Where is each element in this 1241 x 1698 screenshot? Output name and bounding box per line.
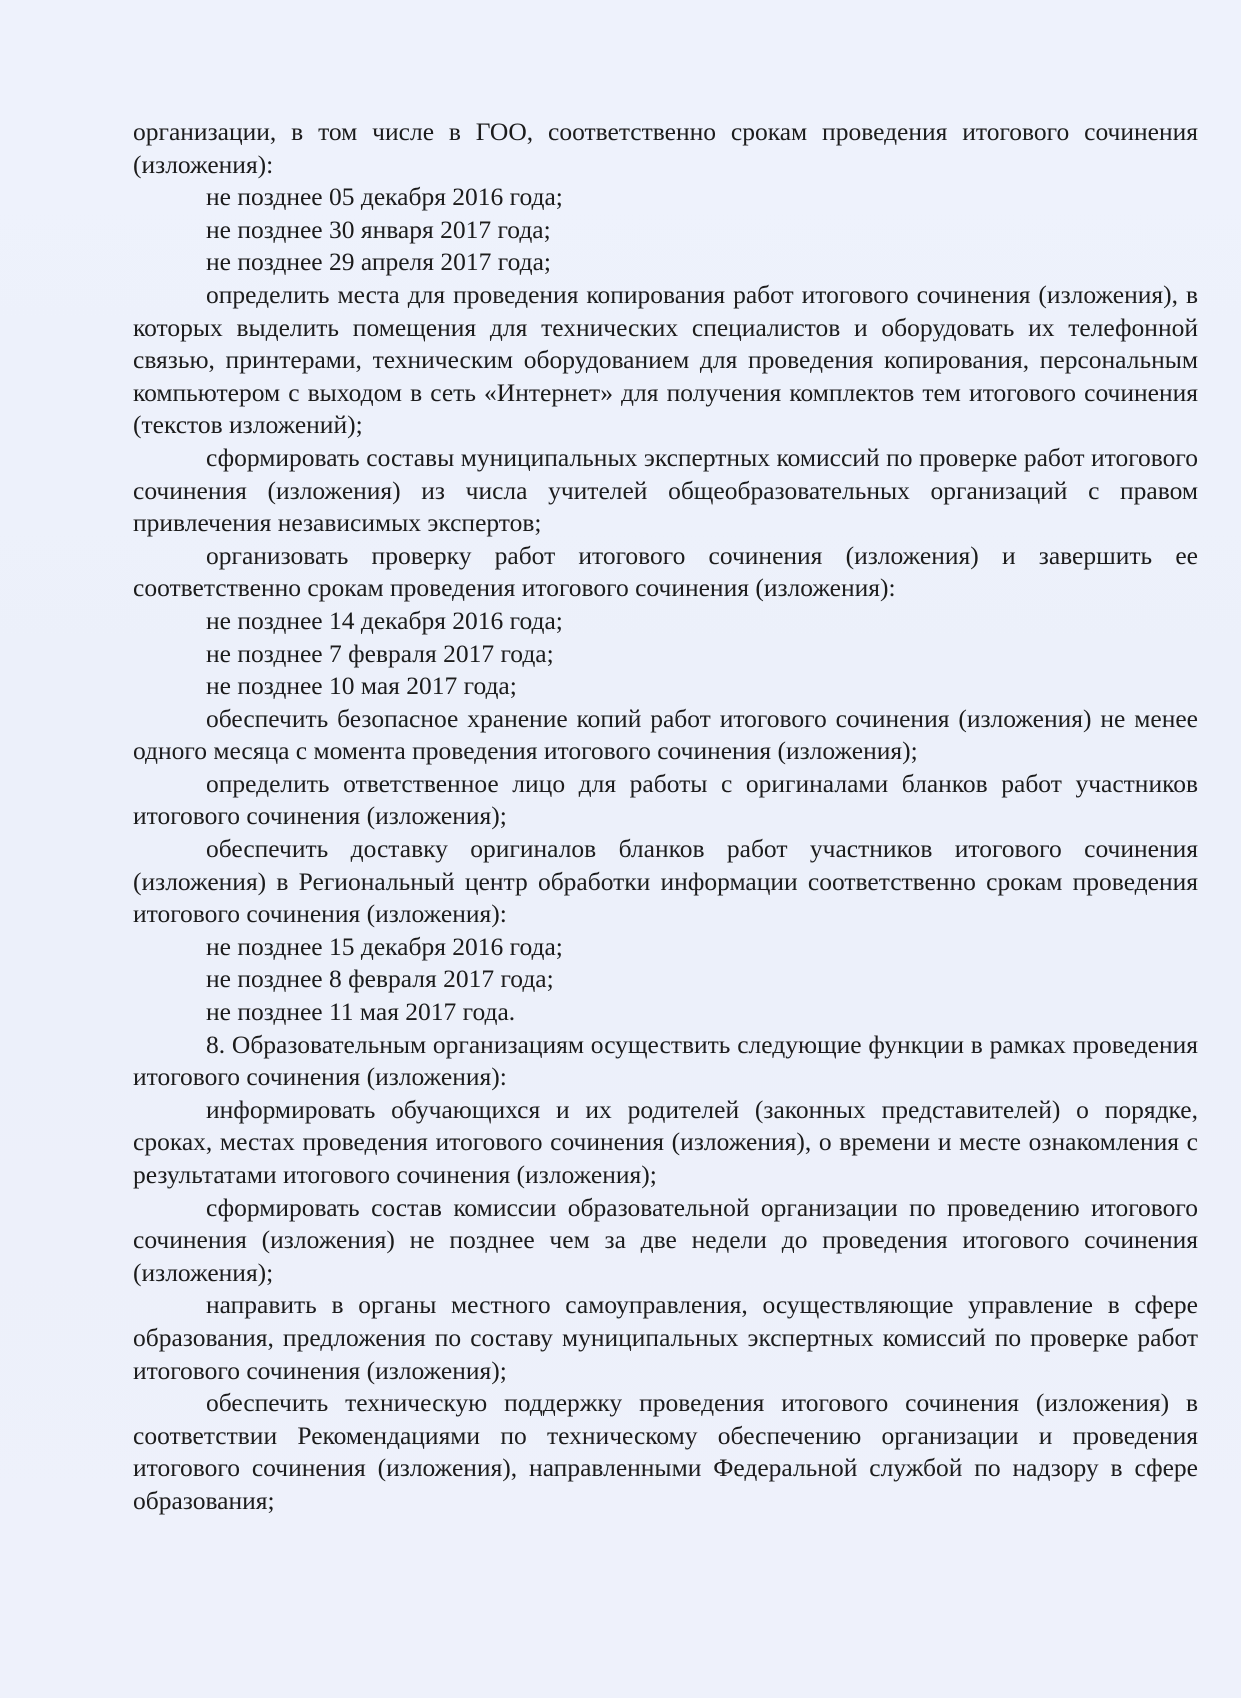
paragraph: направить в органы местного самоуправления, осуществляющие управление в сфере образования, предложения по составу муниципальных экспертных комиссий по проверке работ итогового сочинения (изложения); — [133, 1290, 1198, 1385]
paragraph-continuation: организации, в том числе в ГОО, соответственно срокам проведения итогового сочинения (изложения): — [133, 117, 1198, 179]
deadline-item: не позднее 11 мая 2017 года. — [206, 997, 516, 1027]
paragraph: информировать обучающихся и их родителей (законных представителей) о порядке, сроках, местах проведения итогового сочинения (изложения), о времени и месте ознакомления с результатами итогового сочинения (изложения); — [133, 1094, 1198, 1189]
paragraph: определить места для проведения копирования работ итогового сочинения (изложения), в которых выделить помещения для технических специалистов и оборудовать их телефонной связью, принтерами, техническим оборудованием для проведения копирования, персональным компьютером с выходом в сеть «Интернет» для получения комплектов тем итогового сочинения (текстов изложений); — [133, 279, 1198, 440]
deadline-item: не позднее 29 апреля 2017 года; — [206, 247, 551, 277]
deadline-item: не позднее 14 декабря 2016 года; — [206, 605, 563, 635]
paragraph: сформировать состав комиссии образовательной организации по проведению итогового сочинения (изложения) не позднее чем за две недели до проведения итогового сочинения (изложения); — [133, 1192, 1198, 1287]
paragraph: организовать проверку работ итогового сочинения (изложения) и завершить ее соответственно срокам проведения итогового сочинения (изложения): — [133, 540, 1198, 603]
deadline-item: не позднее 8 февраля 2017 года; — [206, 964, 554, 994]
deadline-item: не позднее 30 января 2017 года; — [206, 214, 551, 244]
deadline-item: не позднее 05 декабря 2016 года; — [206, 182, 563, 212]
deadline-item: не позднее 7 февраля 2017 года; — [206, 638, 554, 668]
paragraph: обеспечить доставку оригиналов бланков работ участников итогового сочинения (изложения) в Региональный центр обработки информации соответственно срокам проведения итогового сочинения (изложения): — [133, 834, 1198, 929]
deadline-item: не позднее 15 декабря 2016 года; — [206, 931, 563, 961]
paragraph: сформировать составы муниципальных экспертных комиссий по проверке работ итогового сочинения (изложения) из числа учителей общеобразовательных организаций с правом привлечения независимых экспертов; — [133, 442, 1198, 538]
paragraph: обеспечить техническую поддержку проведения итогового сочинения (изложения) в соответствии Рекомендациями по техническому обеспечению организации и проведения итогового сочинения (изложения), направленными Федеральной службой по надзору в сфере образования; — [133, 1388, 1198, 1515]
paragraph: обеспечить безопасное хранение копий работ итогового сочинения (изложения) не менее одного месяца с момента проведения итогового сочинения (изложения); — [133, 703, 1198, 766]
deadline-item: не позднее 10 мая 2017 года; — [206, 671, 517, 701]
paragraph: определить ответственное лицо для работы с оригиналами бланков работ участников итогового сочинения (изложения); — [133, 768, 1198, 831]
document-body — [133, 116, 1198, 1518]
section-heading-paragraph: 8. Образовательным организациям осуществить следующие функции в рамках проведения итогового сочинения (изложения): — [133, 1029, 1198, 1092]
